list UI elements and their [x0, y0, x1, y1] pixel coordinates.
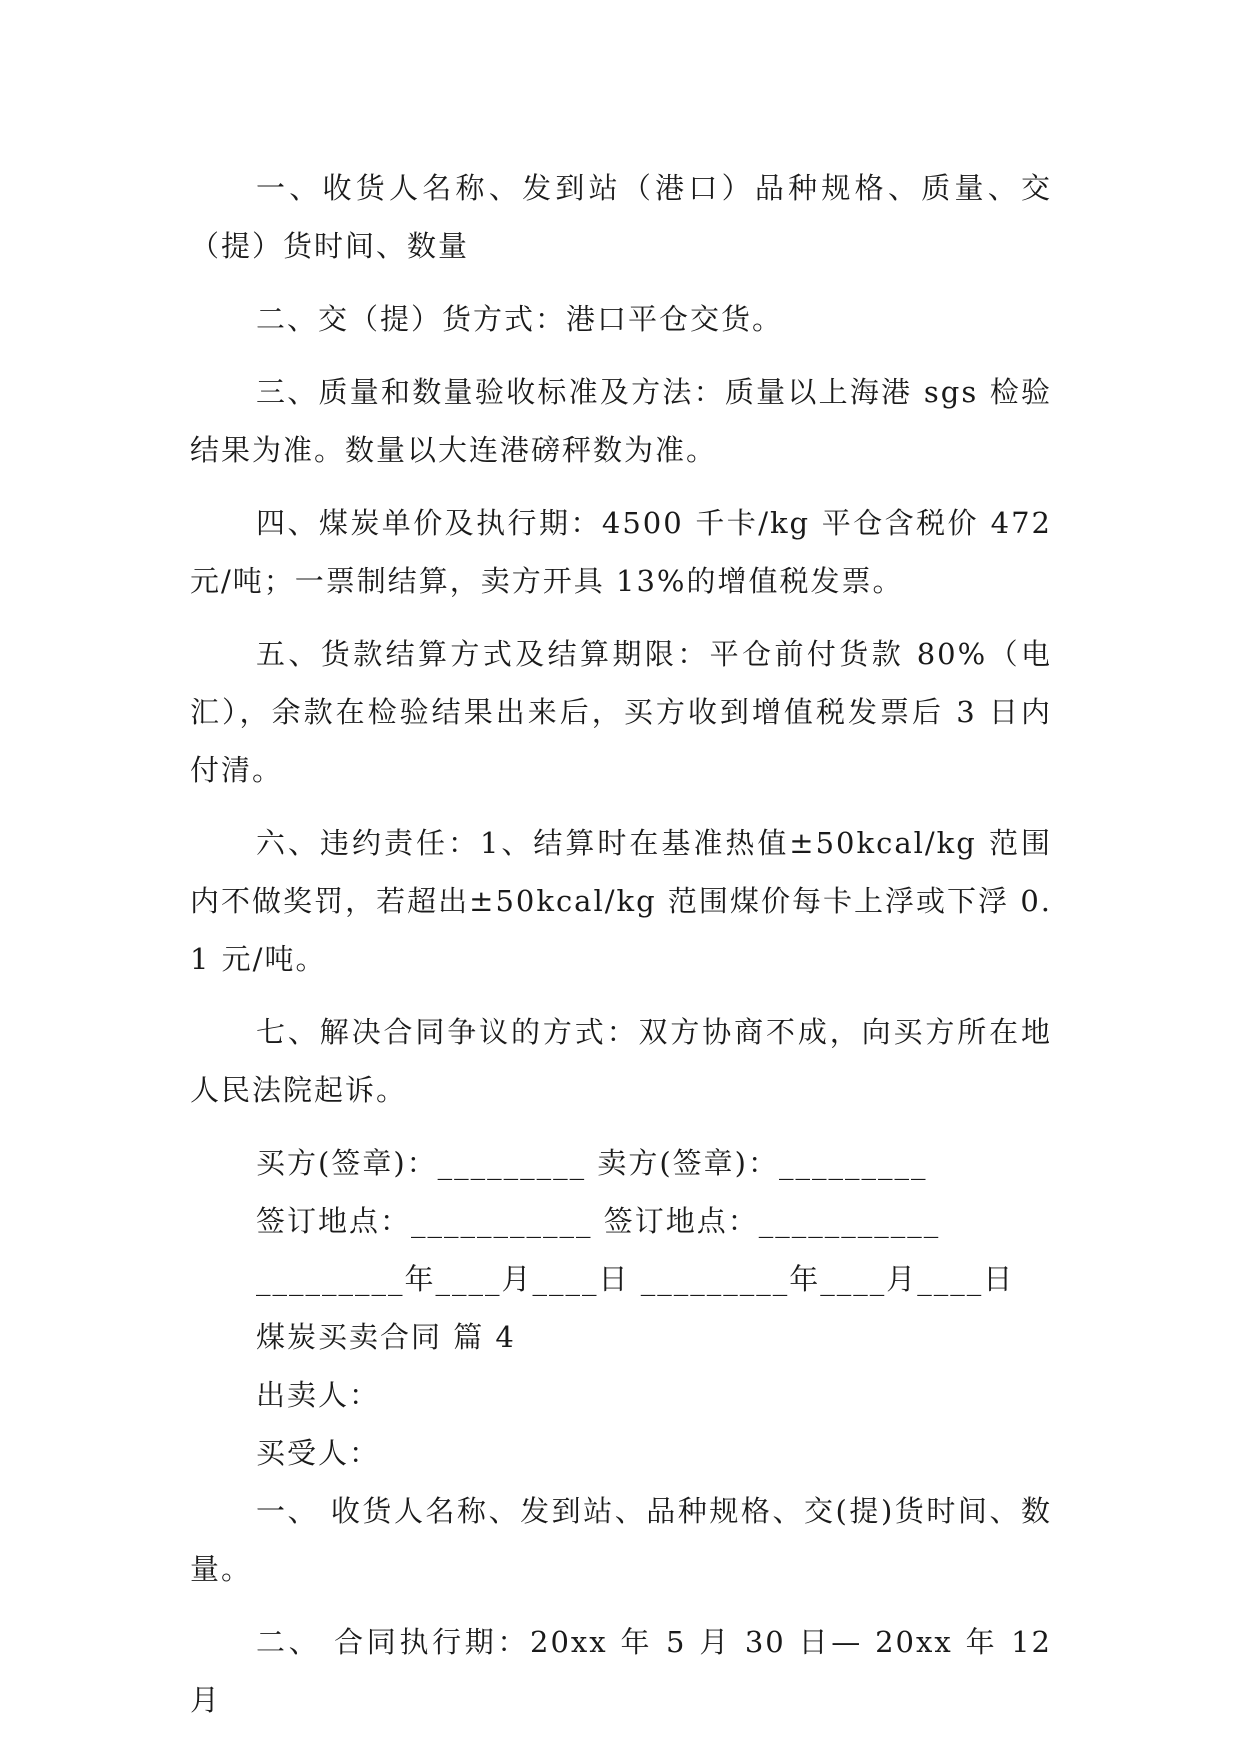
- section-title: 煤炭买卖合同 篇 4: [256, 1320, 516, 1354]
- signature-line-2: 签订地点：___________ 签订地点：___________: [256, 1204, 941, 1238]
- signature-line-1: 买方(签章)：_________ 卖方(签章)：_________: [256, 1146, 928, 1180]
- paragraph-7: 七、解决合同争议的方式：双方协商不成，向买方所在地人民法院起诉。: [190, 1015, 1052, 1107]
- buyer-label: 买受人：: [256, 1436, 381, 1470]
- paragraph-6: 六、违约责任：1、结算时在基准热值±50kcal/kg 范围内不做奖罚，若超出±50kcal/kg 范围煤价每卡上浮或下浮 0.1 元/吨。: [190, 826, 1052, 976]
- clause-2: 二、 合同执行期：20xx 年 5 月 30 日— 20xx 年 12 月: [190, 1625, 1052, 1717]
- paragraph-4: 四、煤炭单价及执行期：4500 千卡/kg 平仓含税价 472 元/吨；一票制结算，卖方开具 13%的增值税发票。: [190, 506, 1052, 598]
- signature-line-3: _________年____月____日 _________年____月____日: [256, 1262, 1015, 1296]
- clause-1: 一、 收货人名称、发到站、品种规格、交(提)货时间、数量。: [190, 1494, 1052, 1586]
- paragraph-1: 一、收货人名称、发到站（港口）品种规格、质量、交（提）货时间、数量: [190, 171, 1052, 263]
- document-body: [190, 159, 1052, 1744]
- paragraph-3: 三、质量和数量验收标准及方法：质量以上海港 sgs 检验结果为准。数量以大连港磅秤数为准。: [190, 375, 1052, 467]
- paragraph-2: 二、交（提）货方式：港口平仓交货。: [256, 302, 784, 336]
- paragraph-5: 五、货款结算方式及结算期限：平仓前付货款 80%（电汇），余款在检验结果出来后，买方收到增值税发票后 3 日内付清。: [190, 637, 1052, 787]
- seller-label: 出卖人：: [256, 1378, 381, 1412]
